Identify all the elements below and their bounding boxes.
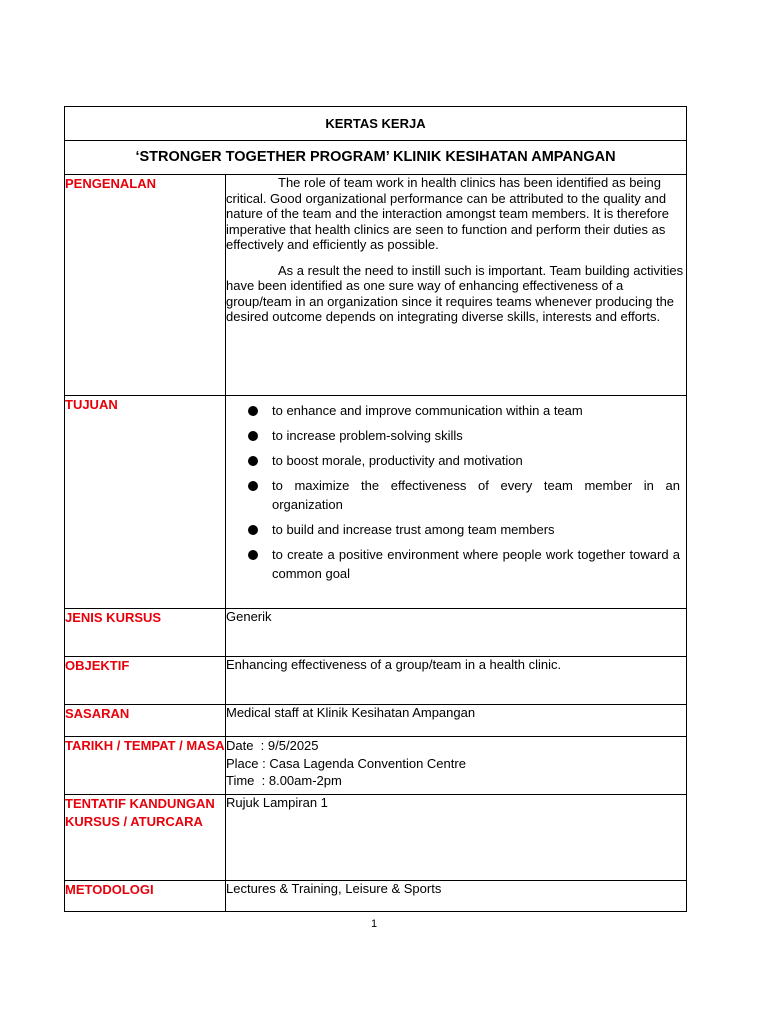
label-tentatif: TENTATIF KANDUNGAN KURSUS / ATURCARA	[65, 795, 226, 881]
value-tentatif: Rujuk Lampiran 1	[226, 795, 687, 881]
row-tarikh	[65, 737, 687, 795]
bullet-icon	[248, 456, 258, 466]
row-tujuan	[65, 396, 687, 609]
row-pengenalan	[65, 175, 687, 396]
document-title: KERTAS KERJA	[65, 107, 687, 141]
row-objektif	[65, 657, 687, 705]
event-time: Time : 8.00am-2pm	[226, 773, 342, 788]
value-pengenalan	[226, 175, 687, 396]
list-item: to increase problem-solving skills	[226, 426, 680, 445]
label-jenis-kursus: JENIS KURSUS	[65, 609, 226, 657]
label-sasaran: SASARAN	[65, 705, 226, 737]
program-title: ‘STRONGER TOGETHER PROGRAM’ KLINIK KESIHATAN AMPANGAN	[65, 141, 687, 175]
value-tujuan	[226, 396, 687, 609]
value-sasaran: Medical staff at Klinik Kesihatan Ampangan	[226, 705, 687, 737]
row-jenis-kursus	[65, 609, 687, 657]
bullet-icon	[248, 431, 258, 441]
page-number: 1	[370, 918, 378, 930]
row-sasaran	[65, 705, 687, 737]
value-objektif: Enhancing effectiveness of a group/team in a health clinic.	[226, 657, 687, 705]
bullet-icon	[248, 550, 258, 560]
list-item: to enhance and improve communication within a team	[226, 401, 680, 420]
bullet-icon	[248, 525, 258, 535]
value-tarikh	[226, 737, 687, 795]
list-item: to create a positive environment where people work together toward a common goal	[226, 545, 680, 583]
row-tentatif	[65, 795, 687, 881]
label-pengenalan: PENGENALAN	[65, 175, 226, 396]
label-tujuan: TUJUAN	[65, 396, 226, 609]
intro-paragraph-1: The role of team work in health clinics has been identified as being critical. Good organizational performance can be attributed to the quality and nature of the team and the interaction amongst team members. It is therefore imperative that health clinics are seen to function and perform their duties as effectively and efficiently as possible.	[226, 175, 669, 252]
intro-paragraph-2: As a result the need to instill such is important. Team building activities have been identified as one sure way of enhancing effectiveness of a group/team in an organization since it requires teams whenever producing the desired outcome depends on integrating diverse skills, interests and efforts.	[226, 262, 684, 324]
value-jenis-kursus: Generik	[226, 609, 687, 657]
event-place: Place : Casa Lagenda Convention Centre	[226, 755, 466, 771]
value-metodologi: Lectures & Training, Leisure & Sports	[226, 881, 687, 912]
label-metodologi: METODOLOGI	[65, 881, 226, 912]
objectives-list	[226, 396, 680, 583]
list-item: to boost morale, productivity and motivation	[226, 451, 680, 470]
list-item: to maximize the effectiveness of every team member in an organization	[226, 476, 680, 514]
label-objektif: OBJEKTIF	[65, 657, 226, 705]
event-date: Date : 9/5/2025	[226, 738, 319, 753]
label-tarikh: TARIKH / TEMPAT / MASA	[65, 737, 226, 795]
bullet-icon	[248, 406, 258, 416]
list-item: to build and increase trust among team members	[226, 520, 680, 539]
working-paper-table	[64, 106, 687, 912]
bullet-icon	[248, 481, 258, 491]
row-metodologi	[65, 881, 687, 912]
